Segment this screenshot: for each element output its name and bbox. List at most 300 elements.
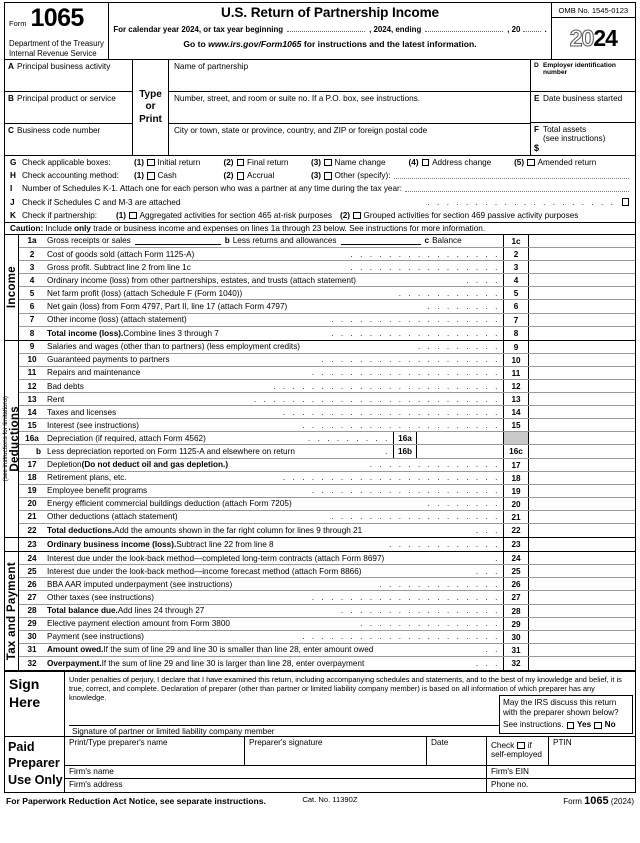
column-address	[169, 60, 531, 155]
line-24-number: 24	[27, 553, 37, 563]
tax-year-period: .	[544, 25, 547, 34]
line-7-amount-input[interactable]	[529, 314, 635, 326]
income-side-label	[5, 235, 19, 340]
type-or-print-line2: or	[145, 101, 156, 113]
checkbox-final-return[interactable]	[237, 159, 245, 167]
treasury-line: Department of the Treasury	[9, 39, 104, 48]
omb-year-block	[552, 3, 635, 59]
line-30-amount-label: 30	[503, 631, 529, 643]
line-19-amount-input[interactable]	[529, 485, 635, 497]
line-3-row	[19, 261, 635, 274]
tax-payment-lines	[19, 552, 635, 670]
field-street-address[interactable]	[169, 92, 530, 124]
g3-num: (3)	[311, 158, 322, 168]
line-29-amount-input[interactable]	[529, 618, 635, 630]
line-16a-amount-blocked	[529, 432, 635, 444]
line-5-amount-input[interactable]	[529, 287, 635, 299]
line-6-label: Net gain (loss) from Form 4797, Part II, line 17 (attach Form 4797)	[47, 301, 288, 311]
checkbox-cash-method[interactable]	[147, 172, 155, 180]
leader-dots-16a: . . . . . . . . .	[308, 433, 390, 443]
self-employed-check-field[interactable]	[487, 737, 549, 764]
leader-dots-26: . . . . . . . . . . . . .	[379, 579, 500, 589]
line-16a-sub-input[interactable]	[417, 432, 503, 444]
sign-label-line2: Here	[9, 693, 41, 710]
line-11-label: Repairs and maintenance	[47, 368, 141, 378]
catalog-number: Cat. No. 11390Z	[302, 795, 358, 805]
line-15-amount-input[interactable]	[529, 419, 635, 431]
h3-label: Other (specify):	[334, 171, 391, 181]
caution-text-1: Include	[43, 223, 75, 233]
checkbox-grouped-activities-469[interactable]	[353, 212, 361, 220]
paid-preparer-grid	[65, 737, 635, 792]
line-22-label-bold: Total deductions.	[47, 526, 115, 536]
line-31-amount-input[interactable]	[529, 644, 635, 656]
line-27-number: 27	[27, 593, 37, 603]
line-4-amount-input[interactable]	[529, 274, 635, 286]
line-31-amount-label: 31	[503, 644, 529, 656]
line-1c-amount-input[interactable]	[529, 235, 635, 247]
line-23-number: 23	[27, 540, 37, 550]
line-22-text	[45, 526, 503, 535]
line-10-label: Guaranteed payments to partners	[47, 355, 170, 365]
firm-name-field[interactable]	[65, 766, 487, 778]
line-16c-amount-label: 16c	[503, 445, 529, 457]
type-or-print-line1: Type	[139, 88, 162, 100]
line-9-amount-label: 9	[503, 341, 529, 353]
leader-dots-22: . . .	[475, 526, 500, 536]
line-17-label: Depletion	[47, 460, 82, 470]
checkbox-irs-discuss-yes[interactable]	[567, 722, 575, 730]
line-20-text	[45, 499, 503, 508]
department-block	[9, 39, 104, 59]
line-4-text	[45, 276, 503, 285]
line-8-row	[19, 327, 635, 340]
line-13-amount-input[interactable]	[529, 393, 635, 405]
line-15-amount-label: 15	[503, 419, 529, 431]
type-or-print-column	[133, 60, 169, 155]
line-14-amount-input[interactable]	[529, 406, 635, 418]
line-6-row	[19, 300, 635, 313]
leader-dots-6: . . . . . . . .	[427, 301, 500, 311]
label-e: Date business started	[543, 93, 623, 103]
firm-ein-label: Firm's EIN	[491, 766, 529, 776]
line-7-number: 7	[29, 315, 35, 325]
preparer-row-2	[65, 766, 635, 779]
row-h-accounting-method	[8, 169, 632, 182]
line-9-amount-input[interactable]	[529, 341, 635, 353]
line-30-amount-input[interactable]	[529, 631, 635, 643]
tax-year-begin-input[interactable]	[287, 24, 365, 32]
leader-dots-23: . . . . . . . . . . . .	[389, 540, 500, 550]
line-7-label: Other income (loss) (attach statement)	[47, 315, 187, 325]
row-i-schedules-k1	[8, 182, 632, 195]
leader-dots-20: . . . . . . . .	[427, 499, 500, 509]
line-4-number: 4	[29, 275, 35, 285]
dollar-sign-total-assets: $	[534, 143, 540, 153]
line-32-row	[19, 657, 635, 670]
line-10-number: 10	[27, 355, 37, 365]
line-21-amount-label: 21	[503, 511, 529, 523]
line-14-number: 14	[27, 407, 37, 417]
line-29-label: Elective payment election amount from Form 3800	[47, 619, 230, 629]
field-f-total-assets[interactable]	[531, 123, 635, 155]
line-31-label: If the sum of line 29 and line 30 is smaller than line 28, enter amount owed	[103, 645, 374, 655]
leader-dots-27: . . . . . . . . . . . . . . . . . . . .	[311, 593, 500, 603]
line-3-number: 3	[29, 262, 35, 272]
leader-dots-21: . . . . . . . . . . . . . . . . . .	[331, 512, 500, 522]
line-22-label: Add the amounts shown in the far right column for lines 9 through 21	[114, 526, 363, 536]
line-6-amount-label: 6	[503, 300, 529, 312]
row-k-partnership-elections	[8, 209, 632, 222]
tax-year-yy-input[interactable]	[523, 24, 541, 32]
income-side-label-text: Income	[5, 266, 18, 309]
leader-dots-31: . .	[485, 645, 500, 655]
sign-here-body	[65, 672, 635, 736]
other-method-input[interactable]	[394, 170, 629, 179]
ptin-field[interactable]	[549, 737, 635, 764]
deductions-side-label-text: Deductions	[9, 406, 21, 472]
line-18-row	[19, 472, 635, 485]
checkbox-self-employed[interactable]	[517, 742, 525, 750]
firm-ein-field[interactable]	[487, 766, 635, 778]
schedules-k1-count-input[interactable]	[405, 183, 629, 192]
leader-dots-29: . . . . . . . . . . . . . . .	[360, 619, 500, 629]
letter-c: C	[8, 126, 14, 135]
line-24-amount-label: 24	[503, 552, 529, 564]
line-14-label: Taxes and licenses	[47, 407, 117, 417]
field-d-employer-identification-number[interactable]	[531, 60, 635, 92]
field-partnership-name[interactable]	[169, 60, 530, 92]
checkbox-name-change[interactable]	[324, 159, 332, 167]
firm-phone-label: Phone no.	[491, 779, 529, 789]
line-1b-input[interactable]	[341, 236, 421, 245]
line-2-amount-input[interactable]	[529, 248, 635, 260]
h2-label: Accrual	[247, 171, 275, 181]
line-14-amount-label: 14	[503, 406, 529, 418]
paid-label-line1: Paid	[8, 740, 35, 755]
perjury-statement: Under penalties of perjury, I declare that I have examined this return, including accompanying schedules and statements, and to the best of my knowledge and belief, it is true, correct, and complete. Declaration of preparer (other than partner or limited liability company member) is based on all information of which preparer has any knowledge.	[69, 675, 622, 703]
form-number: 1065	[30, 4, 84, 32]
tax-and-payment-section	[4, 552, 636, 671]
line-17-label-bold: (Do not deduct oil and gas depletion.)	[81, 460, 229, 470]
irs-discuss-box	[499, 695, 633, 734]
irs-discuss-line1: May the IRS discuss this return	[503, 697, 617, 707]
preparer-signature-field[interactable]	[245, 737, 427, 764]
line-32-number: 32	[27, 658, 37, 668]
line-31-number: 31	[27, 645, 37, 655]
line-27-amount-label: 27	[503, 591, 529, 603]
line-1c-amount-label: 1c	[503, 235, 529, 247]
tax-year-end-input[interactable]	[425, 24, 503, 32]
line-26-amount-input[interactable]	[529, 578, 635, 590]
tax-year-suffix: , 20	[507, 25, 521, 34]
letter-h: H	[10, 171, 16, 181]
line-10-amount-label: 10	[503, 354, 529, 366]
line-32-label-bold: Overpayment.	[47, 658, 102, 668]
leader-dots-11: . . . . . . . . . . . . . . . . . . . .	[311, 368, 500, 378]
line-26-row	[19, 578, 635, 591]
preparer-date-field[interactable]	[427, 737, 487, 764]
line-6-amount-input[interactable]	[529, 300, 635, 312]
line-7-text	[45, 315, 503, 324]
line-32-amount-input[interactable]	[529, 657, 635, 670]
k2-num: (2)	[340, 210, 351, 220]
line-24-label: Interest due under the look-back method—completed long-term contracts (attach Form 8697)	[47, 553, 385, 563]
line-8-number: 8	[29, 328, 35, 338]
letter-k: K	[10, 210, 16, 220]
line-19-row	[19, 485, 635, 498]
line-1b-label: Less returns and allowances	[232, 236, 337, 246]
line-28-text	[45, 606, 503, 615]
line-25-row	[19, 565, 635, 578]
line-26-number: 26	[27, 579, 37, 589]
line-16b-sub-input[interactable]	[417, 445, 503, 457]
line-17-amount-label: 17	[503, 459, 529, 471]
line-19-label: Employee benefit programs	[47, 486, 148, 496]
line-26-amount-label: 26	[503, 578, 529, 590]
line-20-label: Energy efficient commercial buildings deduction (attach Form 7205)	[47, 499, 292, 509]
checkbox-irs-discuss-no[interactable]	[594, 722, 602, 730]
line-15-label: Interest (see instructions)	[47, 420, 139, 430]
line-24-row	[19, 552, 635, 565]
paid-label-line2: Preparer	[8, 756, 60, 771]
leader-dots-25: . . .	[475, 566, 500, 576]
field-e-date-business-started[interactable]	[531, 92, 635, 124]
line-24-amount-input[interactable]	[529, 552, 635, 564]
line-9-text	[45, 342, 503, 351]
leader-dots-19: . . . . . . . . . . . . . . . . . . . .	[311, 486, 500, 496]
line-21-number: 21	[27, 512, 37, 522]
checkbox-initial-return[interactable]	[147, 159, 155, 167]
line-16b-number: b	[35, 446, 41, 456]
letter-g: G	[10, 158, 17, 168]
line-2-number: 2	[29, 249, 35, 259]
preparer-name-field[interactable]	[65, 737, 245, 764]
preparer-signature-label: Preparer's signature	[249, 738, 323, 748]
leader-dots-18: . . . . . . . . . . . . . . . . . . . . . . .	[282, 473, 500, 483]
line-16a-sub-label: 16a	[393, 432, 417, 444]
line-8-amount-input[interactable]	[529, 327, 635, 340]
line-22-number: 22	[27, 526, 37, 536]
g1-num: (1)	[134, 158, 145, 168]
line-9-label: Salaries and wages (other than to partners) (less employment credits)	[47, 342, 301, 352]
label-street-address: Number, street, and room or suite no. If a P.O. box, see instructions.	[174, 94, 421, 103]
line-31-label-bold: Amount owed.	[47, 645, 104, 655]
line-1a-row	[19, 235, 635, 248]
line-7-row	[19, 314, 635, 327]
label-b: Principal product or service	[17, 94, 116, 103]
line-20-number: 20	[27, 499, 37, 509]
field-b-principal-product-or-service[interactable]	[5, 92, 132, 124]
line-23-side-spacer	[5, 538, 19, 551]
line-20-amount-input[interactable]	[529, 498, 635, 510]
sign-label-line1: Sign	[9, 676, 40, 693]
label-g: Check applicable boxes:	[22, 158, 111, 168]
leader-dots-7: . . . . . . . . . . . . . . . . . .	[331, 315, 500, 325]
page-title: U.S. Return of Partnership Income	[221, 5, 440, 20]
label-d: Employer identification number	[543, 62, 616, 76]
line-18-amount-label: 18	[503, 472, 529, 484]
leader-dots-17: . . . . . . . . . . . . . .	[369, 460, 500, 470]
line-1b-letter: b	[224, 236, 230, 246]
year-solid-digits: 24	[593, 25, 617, 51]
field-c-business-code-number[interactable]	[5, 124, 132, 155]
line-10-text	[45, 355, 503, 364]
checkbox-amended-return[interactable]	[527, 159, 535, 167]
line-11-amount-input[interactable]	[529, 367, 635, 379]
line-16c-amount-input[interactable]	[529, 445, 635, 457]
line-27-label: Other taxes (see instructions)	[47, 593, 154, 603]
label-city-state-zip: City or town, state or province, country, and ZIP or foreign postal code	[174, 126, 428, 135]
line-10-amount-input[interactable]	[529, 354, 635, 366]
goto-suffix: for instructions and the latest information.	[303, 39, 477, 49]
line-27-amount-input[interactable]	[529, 591, 635, 603]
partner-signature-label: Signature of partner or limited liability company member	[72, 727, 275, 737]
checkbox-section	[4, 156, 636, 223]
line-14-text	[45, 408, 503, 417]
checkbox-other-method[interactable]	[324, 172, 332, 180]
line-17-amount-input[interactable]	[529, 459, 635, 471]
column-abc	[5, 60, 133, 155]
line-29-amount-label: 29	[503, 618, 529, 630]
line-23-row	[19, 538, 635, 551]
line-4-row	[19, 274, 635, 287]
line-8-text	[45, 329, 503, 338]
firm-address-field[interactable]	[65, 779, 487, 792]
preparer-row-3	[65, 779, 635, 792]
leader-dots-30: . . . . . . . . . . . . . . . . . . . . .	[302, 632, 500, 642]
line-23-amount-input[interactable]	[529, 538, 635, 551]
label-f-line2: (see instructions)	[543, 134, 606, 143]
line-3-amount-input[interactable]	[529, 261, 635, 273]
line-25-amount-input[interactable]	[529, 565, 635, 577]
line-3-text	[45, 263, 503, 272]
line-30-row	[19, 631, 635, 644]
line-28-number: 28	[27, 606, 37, 616]
paperwork-notice: For Paperwork Reduction Act Notice, see separate instructions.	[6, 796, 266, 807]
leader-dots-12: . . . . . . . . . . . . . . . . . . . . . . . .	[273, 381, 500, 391]
line-19-text	[45, 486, 503, 495]
line-9-number: 9	[29, 342, 35, 352]
tax-payment-side-label-text: Tax and Payment	[5, 561, 18, 661]
leader-dots-32: . . .	[475, 658, 500, 668]
line-22-amount-input[interactable]	[529, 524, 635, 537]
irs-discuss-no-label: No	[604, 720, 616, 730]
irs-url-link[interactable]: www.irs.gov/Form1065	[208, 39, 302, 49]
line-23-amount-label: 23	[503, 538, 529, 551]
page-footer	[4, 793, 636, 807]
letter-j: J	[10, 197, 15, 207]
entity-info-block	[4, 60, 636, 156]
line-12-number: 12	[27, 381, 37, 391]
line-28-label-bold: Total balance due.	[47, 606, 118, 616]
line-2-row	[19, 248, 635, 261]
line-8-amount-label: 8	[503, 327, 529, 340]
line-3-amount-label: 3	[503, 261, 529, 273]
line-21-amount-input[interactable]	[529, 511, 635, 523]
checkbox-aggregated-activities-465[interactable]	[129, 212, 137, 220]
line-1a-input[interactable]	[135, 236, 221, 245]
line-21-text	[45, 512, 503, 521]
partner-signature-field[interactable]	[69, 725, 507, 736]
checkbox-accrual-method[interactable]	[237, 172, 245, 180]
line-17-text	[45, 460, 503, 469]
caution-label: Caution:	[10, 223, 44, 233]
firm-phone-field[interactable]	[487, 779, 635, 792]
line-30-number: 30	[27, 632, 37, 642]
line-21-row	[19, 511, 635, 524]
letter-f: F	[534, 125, 540, 134]
irs-discuss-line3: See instructions.	[503, 720, 564, 730]
line-28-amount-label: 28	[503, 605, 529, 617]
g4-label: Address change	[432, 158, 492, 168]
leader-dots-5: . . . . . . . . . . .	[398, 288, 500, 298]
k1-label: Aggregated activities for section 465 at-risk purposes	[139, 210, 333, 220]
g4-num: (4)	[408, 158, 419, 168]
line-28-row	[19, 605, 635, 618]
leader-dots-28: . . . . . . . . . . . . . . . . .	[340, 606, 500, 616]
g3-label: Name change	[334, 158, 386, 168]
leader-dots-9: . . . . . . . . .	[418, 342, 500, 352]
leader-dots-2: . . . . . . . . . . . . . . . .	[350, 249, 500, 259]
line-5-label: Net farm profit (loss) (attach Schedule F (Form 1040))	[47, 288, 243, 298]
line-1a-label: Gross receipts or sales	[47, 236, 131, 246]
goto-line	[113, 39, 546, 49]
letter-a: A	[8, 62, 14, 71]
letter-d: D	[534, 62, 539, 69]
irs-discuss-yes-label: Yes	[577, 720, 592, 730]
line-16a-shaded-cell	[503, 432, 529, 444]
sign-here-section	[4, 671, 636, 737]
line-28-amount-input[interactable]	[529, 605, 635, 617]
line-28-label: Add lines 24 through 27	[117, 606, 205, 616]
leader-dots-4: . . . .	[466, 275, 500, 285]
deductions-side-label	[2, 341, 21, 537]
preparer-name-label: Print/Type preparer's name	[69, 738, 168, 748]
omb-number: OMB No. 1545-0123	[552, 3, 635, 18]
income-lines	[19, 235, 635, 340]
footer-form-year: (2024)	[610, 797, 634, 807]
caution-note	[4, 223, 636, 235]
field-city-state-zip[interactable]	[169, 124, 530, 155]
line-13-number: 13	[27, 394, 37, 404]
letter-i: I	[10, 184, 13, 194]
line-16b-sub-label: 16b	[393, 445, 417, 457]
caution-text-2: trade or business income and expenses on lines 1a through 23 below. See instructions for more information.	[91, 223, 486, 233]
leader-dots-3: . . . . . . . . . . . . . . . .	[350, 262, 500, 272]
paid-preparer-section	[4, 737, 636, 793]
line-18-amount-input[interactable]	[529, 472, 635, 484]
line-27-row	[19, 591, 635, 604]
checkbox-address-change[interactable]	[422, 159, 430, 167]
line-25-amount-label: 25	[503, 565, 529, 577]
line-12-row	[19, 380, 635, 393]
line-1c-letter: c	[424, 236, 430, 246]
line-12-amount-input[interactable]	[529, 380, 635, 392]
label-a: Principal business activity	[17, 62, 111, 71]
line-29-text	[45, 619, 503, 628]
leader-dots-15: . . . . . . . . . . . . . . . . . . . . .	[302, 420, 500, 430]
line-11-row	[19, 367, 635, 380]
checkbox-schedules-c-m3[interactable]	[622, 198, 630, 206]
line-23-label: Subtract line 22 from line 8	[176, 540, 274, 550]
g5-label: Amended return	[537, 158, 597, 168]
field-a-principal-business-activity[interactable]	[5, 60, 132, 92]
line-31-row	[19, 644, 635, 657]
line-1a-number: 1a	[27, 236, 37, 246]
form-word-label: Form	[9, 19, 27, 28]
k1-num: (1)	[116, 210, 127, 220]
